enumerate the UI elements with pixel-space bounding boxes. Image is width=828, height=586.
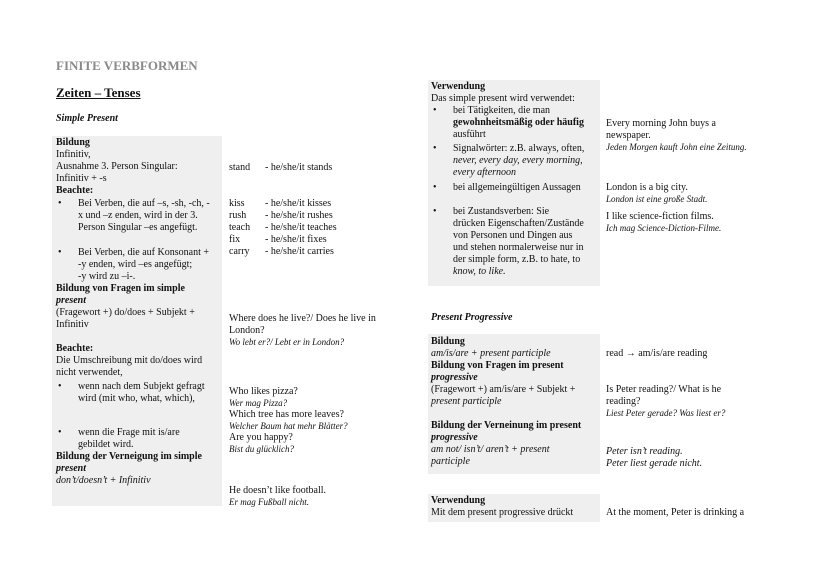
progressive-bildung-formula: am/is/are + present participle	[431, 348, 551, 359]
beachte2-bullet: • wenn die Frage mit is/are gebildet wird.	[56, 427, 222, 451]
fragen-formula: Infinitiv	[56, 319, 89, 330]
progressive-verwendung-text: Mit dem present progressive drückt	[431, 507, 574, 518]
verwendung-bullet: • Signalwörter: z.B. always, often, never, every day, every morning, every afternoon	[431, 143, 599, 179]
progressive-block	[431, 336, 599, 468]
progressive-vern-label: Bildung der Verneinung im present	[431, 420, 582, 431]
simple-present-heading: Simple Present	[56, 113, 118, 124]
progressive-vern-example: Peter isn’t reading. Peter liest gerade nicht.	[606, 446, 703, 469]
verwendung-block	[431, 81, 599, 278]
verwendung-example-3: I like science-fiction films. Ich mag Science-Diction-Filme.	[606, 211, 722, 233]
beachte2-examples: Who likes pizza? Wer mag Pizza? Which tree has more leaves? Welcher Baum hat mehr Blätter? Are you happy? Bist du glücklich?	[229, 386, 348, 454]
verneinung-label: Bildung der Verneigung im simple	[56, 451, 202, 462]
beachte-bullet: • Bei Verben, die auf Konsonant + -y enden, wird –es angefügt; -y wird zu –i-.	[56, 247, 222, 283]
progressive-vern-formula: participle	[431, 456, 470, 467]
progressive-fragen-example: Is Peter reading?/ What is he reading? Liest Peter gerade? Was liest er?	[606, 384, 726, 418]
bildung-example: stand - he/she/it stands	[229, 162, 333, 173]
progressive-bildung-label: Bildung	[431, 336, 465, 347]
verneinung-formula: don’t/doesn’t + Infinitiv	[56, 475, 151, 486]
progressive-verwendung-label: Verwendung	[431, 495, 486, 506]
verneinung-example: He doesn’t like football. Er mag Fußball nicht.	[229, 485, 327, 507]
verwendung-bullet: • bei Zustandsverben: Sie drücken Eigenschaften/Zustände von Personen und Dingen aus und stehen normalerweise nur in der simple form, z.B. to hate, to know, to like.	[431, 206, 599, 278]
beachte2-line: Die Umschreibung mit do/does wird	[56, 355, 203, 366]
verwendung-example-2: London is a big city. London ist eine große Stadt.	[606, 182, 708, 204]
bildung-label: Bildung	[56, 137, 90, 148]
progressive-verwendung-block	[431, 495, 599, 519]
progressive-fragen-formula: present participle	[431, 396, 502, 407]
progressive-heading: Present Progressive	[431, 312, 513, 323]
bildung-line: Infinitiv,	[56, 149, 91, 160]
verwendung-label: Verwendung	[431, 81, 486, 92]
section-heading: Zeiten – Tenses	[56, 85, 141, 100]
verneinung-label: present	[56, 463, 86, 474]
beachte2-line: nicht verwendet,	[56, 367, 123, 378]
beachte-examples: kiss - he/she/it kisses rush - he/she/it rushes teach - he/she/it teaches fix - he/she/it fixes carry - he/she/it carries	[229, 198, 337, 257]
progressive-fragen-label: Bildung von Fragen im present	[431, 360, 564, 371]
beachte-label: Beachte:	[56, 185, 94, 196]
progressive-vern-formula: am not/ isn’t/ aren’t + present	[431, 444, 550, 455]
verwendung-bullet: • bei allgemeingültigen Aussagen	[431, 182, 599, 194]
verwendung-intro: Das simple present wird verwendet:	[431, 93, 575, 104]
bildung-block	[56, 137, 222, 487]
fragen-label: Bildung von Fragen im simple	[56, 283, 185, 294]
bildung-line: Ausnahme 3. Person Singular:	[56, 161, 178, 172]
progressive-fragen-formula: (Fragewort +) am/is/are + Subjekt +	[431, 384, 576, 395]
beachte-bullet: • Bei Verben, die auf –s, -sh, -ch, - x und –z enden, wird in der 3. Person Singular –es angefügt.	[56, 198, 222, 234]
beachte2-label: Beachte:	[56, 343, 94, 354]
progressive-bildung-example: read → am/is/are reading	[606, 348, 708, 359]
progressive-verwendung-example: At the moment, Peter is drinking a	[606, 507, 745, 518]
fragen-example: Where does he live?/ Does he live in London? Wo lebt er?/ Lebt er in London?	[229, 313, 376, 347]
fragen-label: present	[56, 295, 86, 306]
progressive-vern-label: progressive	[431, 432, 478, 443]
fragen-formula: (Fragewort +) do/does + Subjekt +	[56, 307, 195, 318]
beachte2-bullet: • wenn nach dem Subjekt gefragt wird (mit who, what, which),	[56, 381, 222, 405]
verwendung-bullet: • bei Tätigkeiten, die man gewohnheitsmäßig oder häufig ausführt	[431, 105, 599, 141]
verwendung-example-1: Every morning John buys a newspaper. Jeden Morgen kauft John eine Zeitung.	[606, 118, 747, 152]
progressive-fragen-label: progressive	[431, 372, 478, 383]
bildung-line: Infinitiv + -s	[56, 173, 107, 184]
page-title: FINITE VERBFORMEN	[56, 58, 198, 73]
